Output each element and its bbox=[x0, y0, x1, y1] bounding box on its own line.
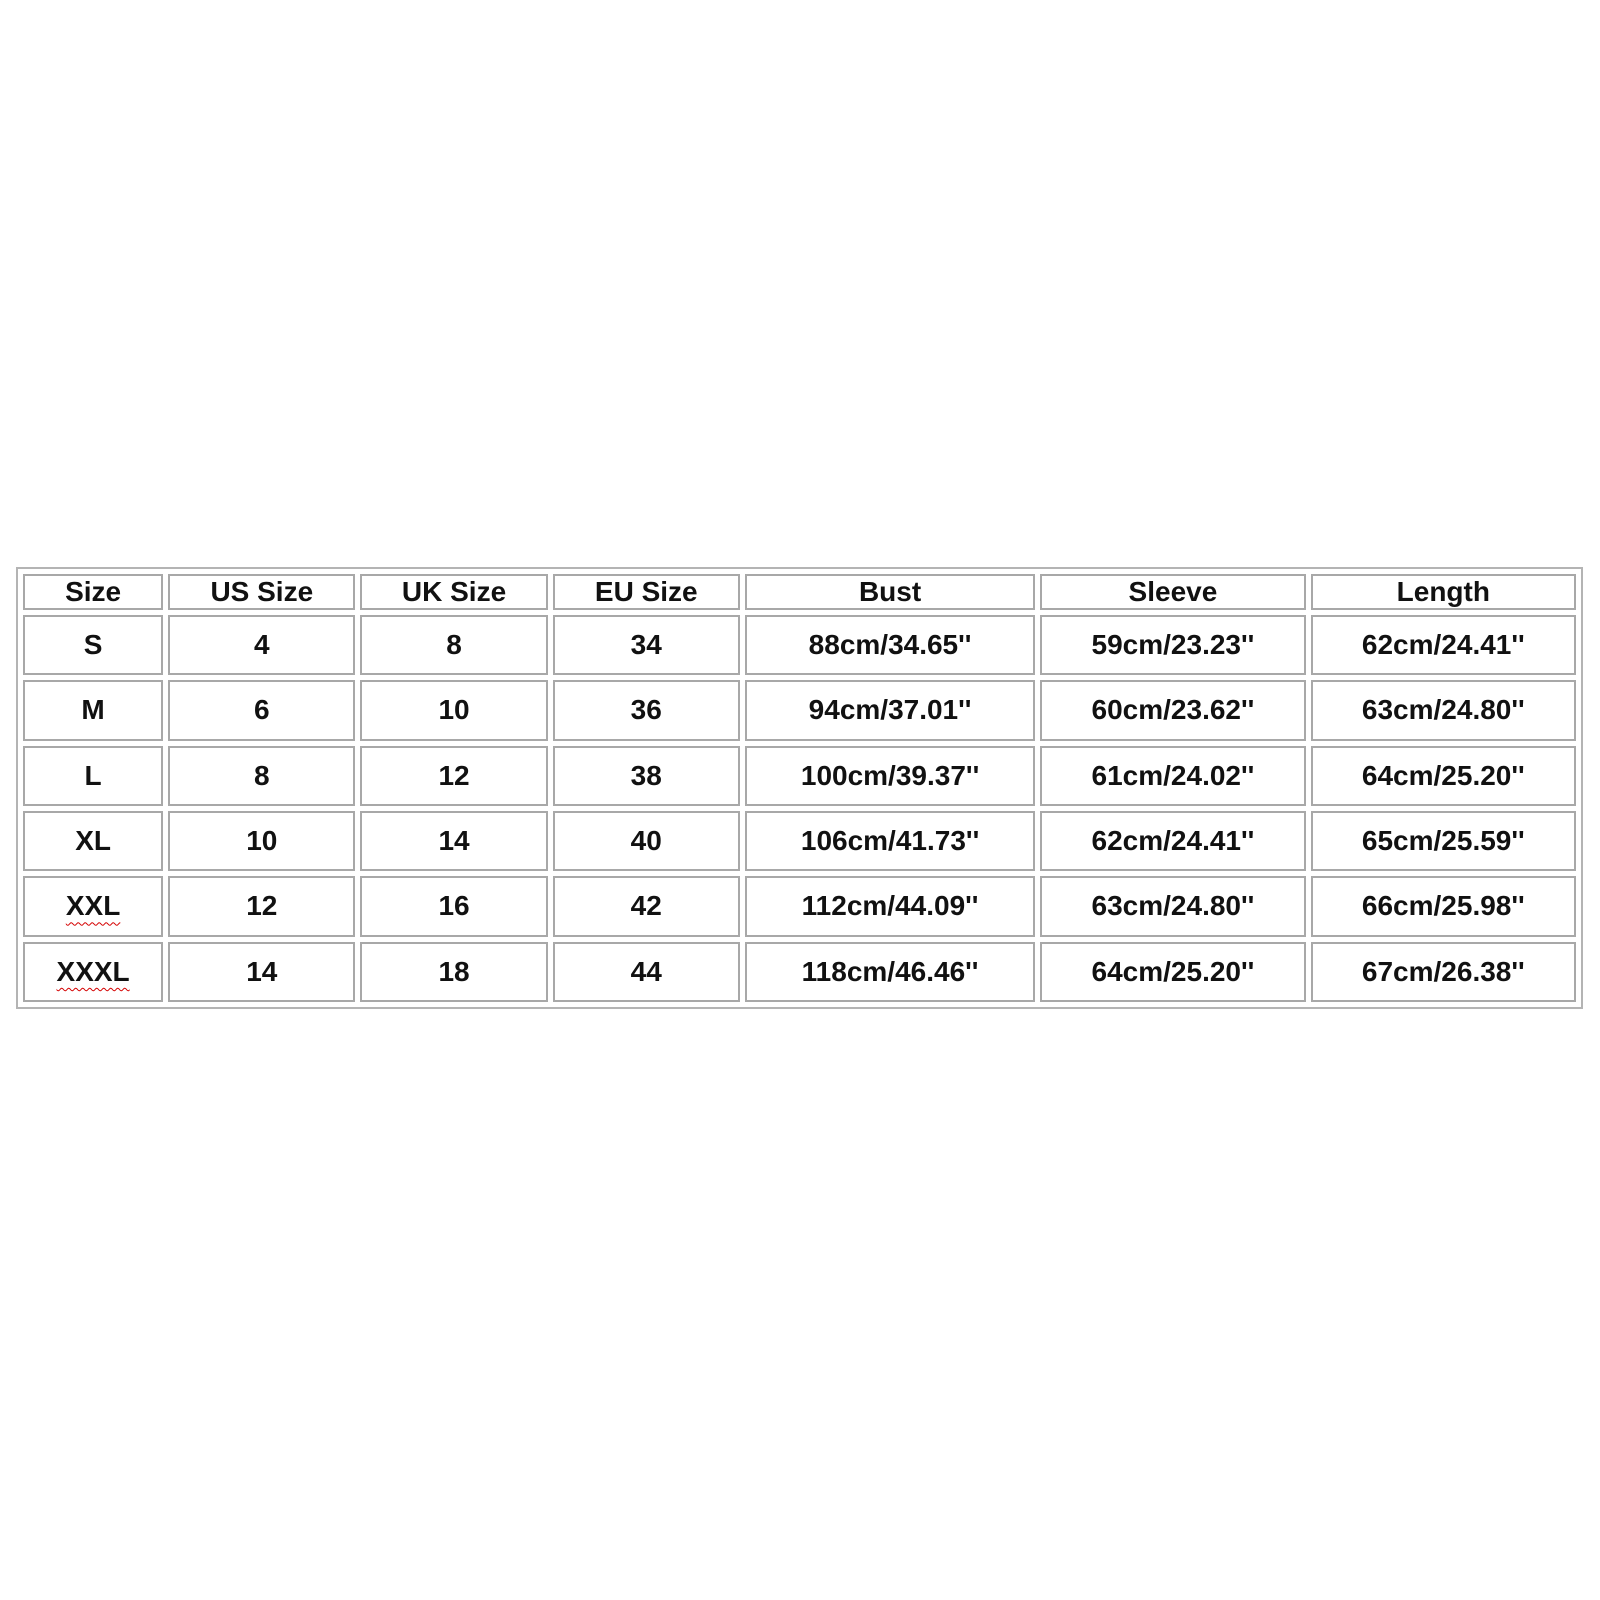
cell-sleeve: 61cm/24.02'' bbox=[1040, 746, 1305, 806]
header-sleeve: Sleeve bbox=[1040, 574, 1305, 610]
cell-size bbox=[23, 942, 163, 1002]
table-row bbox=[23, 746, 1576, 806]
header-eu-size: EU Size bbox=[553, 574, 740, 610]
header-row bbox=[23, 574, 1576, 610]
table-row bbox=[23, 942, 1576, 1002]
cell-uk-size: 16 bbox=[360, 876, 547, 936]
size-label-spellcheck: XXL bbox=[65, 890, 121, 922]
cell-sleeve: 60cm/23.62'' bbox=[1040, 680, 1305, 740]
cell-bust: 118cm/46.46'' bbox=[745, 942, 1035, 1002]
cell-bust: 94cm/37.01'' bbox=[745, 680, 1035, 740]
cell-length: 65cm/25.59'' bbox=[1311, 811, 1576, 871]
header-us-size: US Size bbox=[168, 574, 355, 610]
cell-uk-size: 12 bbox=[360, 746, 547, 806]
cell-bust: 106cm/41.73'' bbox=[745, 811, 1035, 871]
size-chart-table bbox=[16, 567, 1583, 1009]
table-row bbox=[23, 876, 1576, 936]
cell-bust: 100cm/39.37'' bbox=[745, 746, 1035, 806]
cell-size bbox=[23, 876, 163, 936]
cell-us-size: 8 bbox=[168, 746, 355, 806]
cell-eu-size: 38 bbox=[553, 746, 740, 806]
cell-bust: 112cm/44.09'' bbox=[745, 876, 1035, 936]
cell-uk-size: 10 bbox=[360, 680, 547, 740]
cell-uk-size: 14 bbox=[360, 811, 547, 871]
cell-sleeve: 63cm/24.80'' bbox=[1040, 876, 1305, 936]
cell-us-size: 6 bbox=[168, 680, 355, 740]
size-label-spellcheck: XXXL bbox=[56, 955, 130, 987]
cell-size: XL bbox=[23, 811, 163, 871]
cell-length: 66cm/25.98'' bbox=[1311, 876, 1576, 936]
header-uk-size: UK Size bbox=[360, 574, 547, 610]
cell-us-size: 4 bbox=[168, 615, 355, 675]
cell-length: 67cm/26.38'' bbox=[1311, 942, 1576, 1002]
cell-sleeve: 64cm/25.20'' bbox=[1040, 942, 1305, 1002]
cell-sleeve: 62cm/24.41'' bbox=[1040, 811, 1305, 871]
cell-sleeve: 59cm/23.23'' bbox=[1040, 615, 1305, 675]
cell-size: M bbox=[23, 680, 163, 740]
cell-us-size: 12 bbox=[168, 876, 355, 936]
table-row bbox=[23, 811, 1576, 871]
cell-eu-size: 34 bbox=[553, 615, 740, 675]
cell-uk-size: 18 bbox=[360, 942, 547, 1002]
table-row bbox=[23, 615, 1576, 675]
cell-uk-size: 8 bbox=[360, 615, 547, 675]
cell-eu-size: 42 bbox=[553, 876, 740, 936]
table-row bbox=[23, 680, 1576, 740]
cell-length: 63cm/24.80'' bbox=[1311, 680, 1576, 740]
header-length: Length bbox=[1311, 574, 1576, 610]
cell-size: S bbox=[23, 615, 163, 675]
cell-eu-size: 44 bbox=[553, 942, 740, 1002]
header-size: Size bbox=[23, 574, 163, 610]
cell-eu-size: 40 bbox=[553, 811, 740, 871]
cell-length: 64cm/25.20'' bbox=[1311, 746, 1576, 806]
cell-us-size: 14 bbox=[168, 942, 355, 1002]
header-bust: Bust bbox=[745, 574, 1035, 610]
cell-us-size: 10 bbox=[168, 811, 355, 871]
cell-eu-size: 36 bbox=[553, 680, 740, 740]
cell-size: L bbox=[23, 746, 163, 806]
cell-length: 62cm/24.41'' bbox=[1311, 615, 1576, 675]
cell-bust: 88cm/34.65'' bbox=[745, 615, 1035, 675]
